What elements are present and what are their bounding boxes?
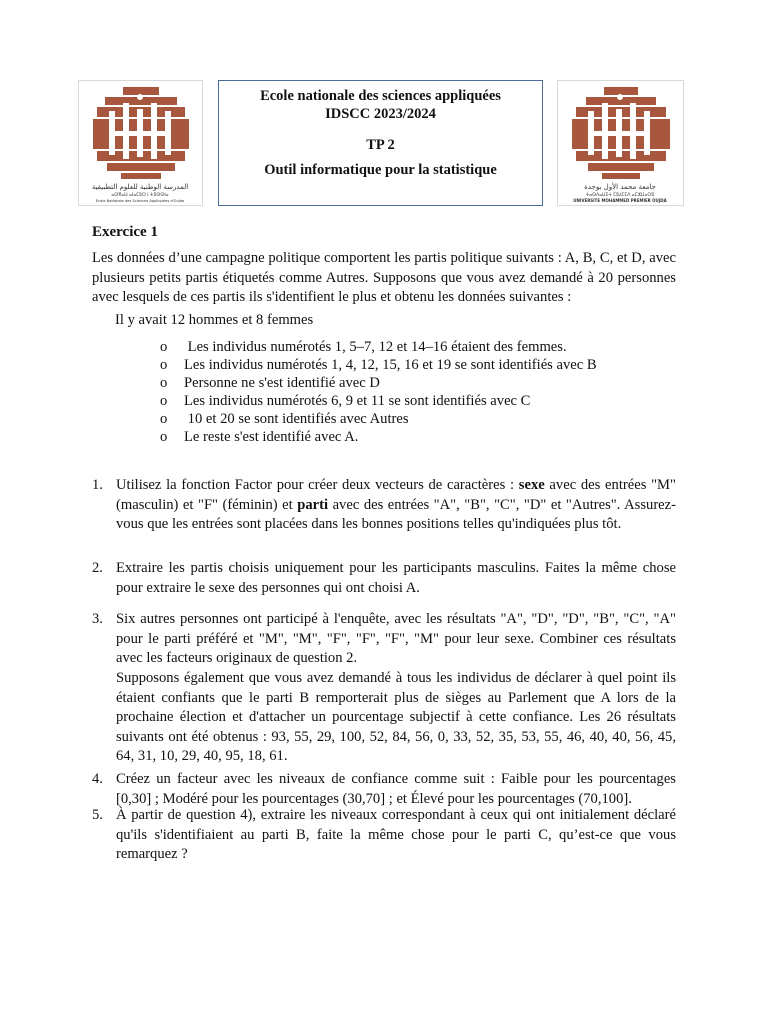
question-4 <box>92 770 676 809</box>
list-item: o Les individus numérotés 6, 9 et 11 se sont identifiés avec C <box>160 393 531 409</box>
document-header <box>218 80 543 206</box>
keyword-sexe: sexe <box>518 477 545 493</box>
keyword-parti: parti <box>297 496 329 513</box>
question-text: Six autres personnes ont participé à l'enquête, avec les résultats "A", "D", "D", "B", "C", "A" pour le parti préféré et "M", "M", "F", "F", "F", "M" pour leur sexe. Combiner ces résultats avec les facteurs originaux de question 2. <box>116 611 676 666</box>
question-text: Créez un facteur avec les niveaux de confiance comme suit : Faible pour les pourcentages [0,30] ; Modéré pour les pourcentages (30,70] ; et Élevé pour les pourcentages (70,100]. <box>116 771 676 807</box>
question-1 <box>92 476 676 535</box>
exercise-title: Exercice 1 <box>92 224 158 240</box>
question-text: Extraire les partis choisis uniquement pour les participants masculins. Faites la même chose pour extraire le sexe des personnes qui ont choisi A. <box>116 560 676 596</box>
university-emblem-icon <box>558 81 683 205</box>
question-text: À partir de question 4), extraire les niveaux correspondant à ceux qui ont initialement déclaré qu'ils s'identifiaient au parti B, faite la même chose pour le parti C, qu’est-ce que vous remarquez ? <box>116 807 676 862</box>
question-5 <box>92 806 676 865</box>
question-number: 2. <box>92 560 103 576</box>
list-item: o Les individus numérotés 1, 4, 12, 15, 16 et 19 se sont identifiés avec B <box>160 357 597 373</box>
bullet-marker: o <box>160 411 168 427</box>
bullet-marker: o <box>160 357 168 373</box>
question-number: 5. <box>92 807 103 823</box>
list-item: o Personne ne s'est identifié avec D <box>160 375 380 391</box>
list-item: o Le reste s'est identifié avec A. <box>160 429 359 445</box>
list-item: o Les individus numérotés 1, 5–7, 12 et 14–16 étaient des femmes. <box>160 339 567 355</box>
question-text: Utilisez la fonction Factor pour créer deux vecteurs de caractères : sexe avec des entrées "M" (masculin) et "F" (féminin) et parti avec des entrées "A", "B", "C", "D" et "Autres". Assurez-vous que les entrées sont placées dans les bonnes positions telles qu'indiquées plus tôt. <box>116 477 676 532</box>
bullet-marker: o <box>160 393 168 409</box>
ensa-logo <box>78 80 203 206</box>
course-title: Outil informatique pour la statistique <box>264 162 497 178</box>
svg-text:ⴰⵙⴳⴰⵡ ⴰⵏⴰⵎⵓⵔ ⵏ ⵜⵓⵙⵙⵏⴰ: ⴰⵙⴳⴰⵡ ⴰⵏⴰⵎⵓⵔ ⵏ ⵜⵓⵙⵙⵏⴰ <box>111 193 169 198</box>
svg-text:المدرسة الوطنية للعلوم التطبيق: المدرسة الوطنية للعلوم التطبيقية <box>91 183 189 191</box>
question-number: 1. <box>92 477 103 493</box>
school-name: Ecole nationale des sciences appliquées <box>260 88 501 104</box>
participant-counts: Il y avait 12 hommes et 8 femmes <box>115 312 314 328</box>
question-3 <box>92 610 676 669</box>
svg-text:UNIVERSITE MOHAMMED PREMIER OU: UNIVERSITE MOHAMMED PREMIER OUJDA <box>573 198 667 203</box>
svg-text:Ecole Nationale des Sciences A: Ecole Nationale des Sciences Appliquées d'Oujda <box>95 199 185 203</box>
bullet-marker: o <box>160 339 168 355</box>
bullet-marker: o <box>160 429 168 445</box>
question-number: 4. <box>92 771 103 787</box>
list-item: o 10 et 20 se sont identifiés avec Autres <box>160 411 409 427</box>
program-year: IDSCC 2023/2024 <box>325 106 436 122</box>
tp-number: TP 2 <box>366 137 395 153</box>
university-logo <box>557 80 684 206</box>
question-2 <box>92 559 676 598</box>
bullet-marker: o <box>160 375 168 391</box>
svg-text:ⵜⴰⵙⴷⴰⵡⵉⵜ ⵎⵓⵃⵎⵎⴷ ⴰⵎⵣⵡⴰⵔⵓ: ⵜⴰⵙⴷⴰⵡⵉⵜ ⵎⵓⵃⵎⵎⴷ ⴰⵎⵣⵡⴰⵔⵓ <box>585 193 655 198</box>
svg-text:جامعة محمد الأول بوجدة: جامعة محمد الأول بوجدة <box>584 183 656 191</box>
confidence-survey-paragraph: Supposons également que vous avez demandé à tous les individus de déclarer à quel point ils étaient confiants que le parti B remporterait plus de sièges au Parlement que A lors de la prochaine élection et d'attacher un pourcentage subjectif à cette confiance. Les 26 résultats suivants ont été obtenus : 93, 55, 29, 100, 52, 84, 56, 0, 33, 52, 35, 53, 55, 46, 40, 40, 56, 45, 64, 31, 10, 29, 40, 95, 18, 61. <box>116 670 676 764</box>
exercise-intro: Les données d’une campagne politique comportent les partis politique suivants : A, B, C, et D, avec plusieurs petits partis étiquetés comme Autres. Supposons que vous avez demandé à 20 personnes avec lesquels de ces partis ils s'identifient le plus et obtenu les données suivantes : <box>92 250 676 305</box>
data-bullet-list <box>160 338 597 446</box>
ensa-emblem-icon <box>79 81 202 205</box>
question-number: 3. <box>92 611 103 627</box>
